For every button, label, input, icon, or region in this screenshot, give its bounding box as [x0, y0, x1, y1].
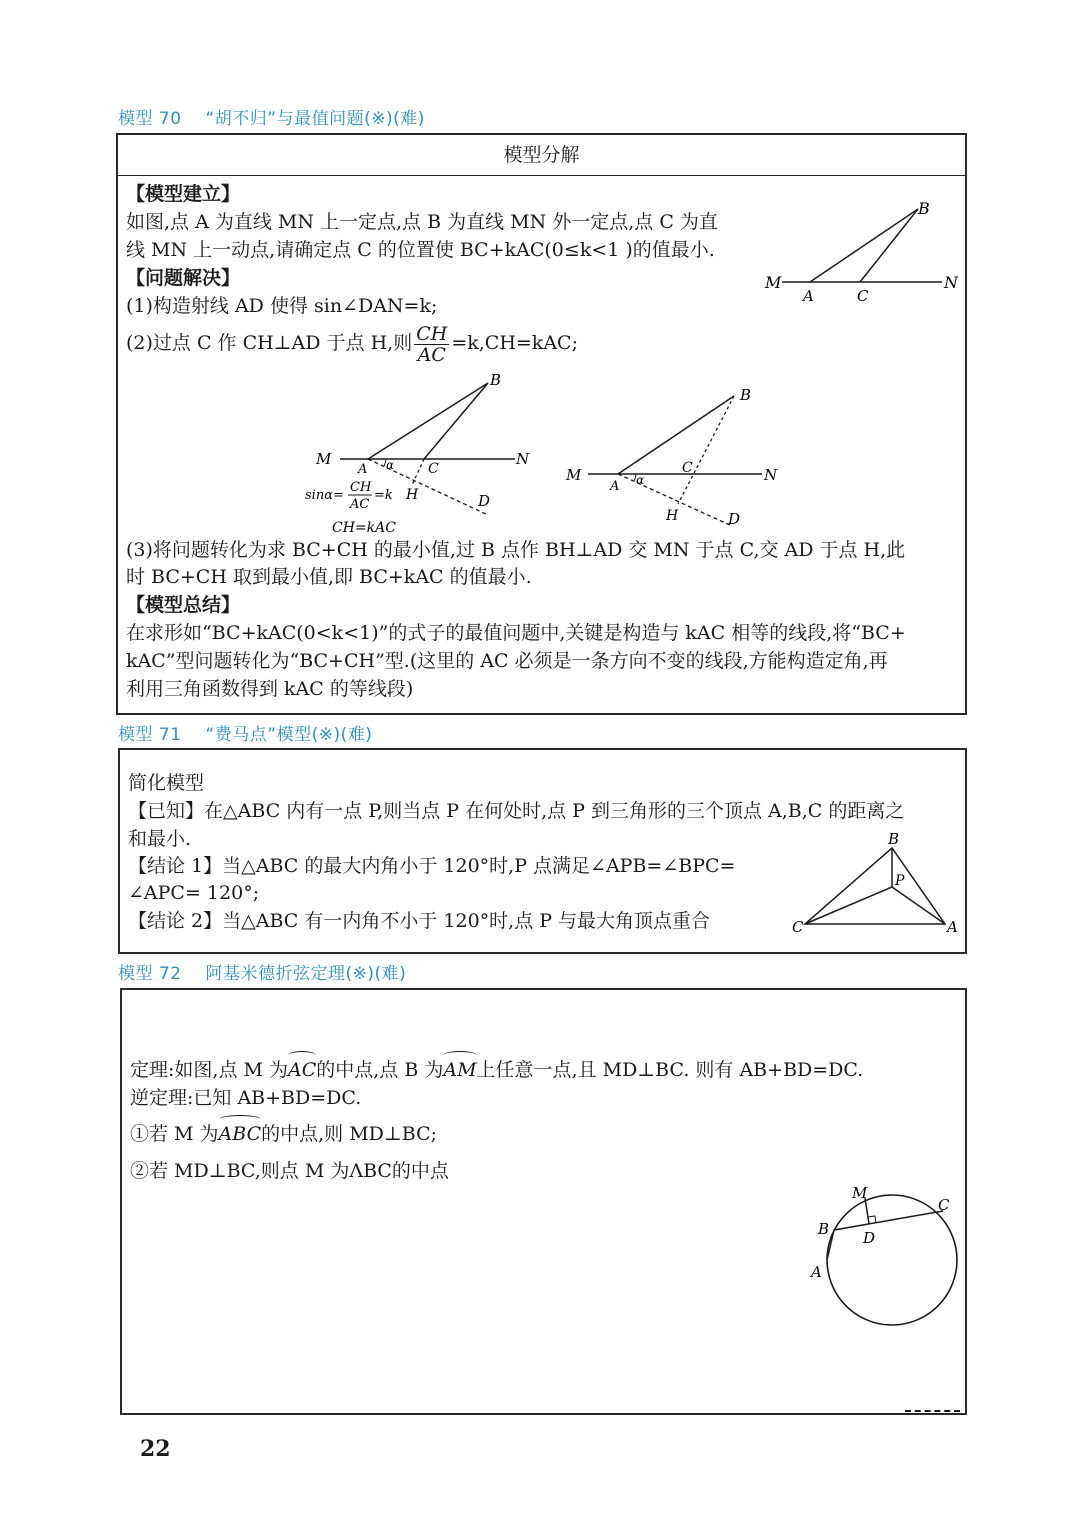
- fig2-label-c: C: [428, 461, 439, 477]
- page-number: 22: [140, 1436, 171, 1462]
- model70-box-title-row: [118, 135, 965, 176]
- model72-case2: ②若 MD⊥BC,则点 M 为ΛBC的中点: [130, 1160, 449, 1182]
- model70-step2-frac-bottom: AC: [417, 343, 446, 366]
- fig2-label-d: D: [478, 492, 491, 510]
- fig2-label-a: A: [358, 462, 368, 477]
- archimedes-label-d: D: [863, 1229, 876, 1247]
- model72-figure: [800, 1180, 965, 1335]
- model70-figure1: [760, 195, 960, 310]
- archimedes-label-a: A: [811, 1263, 822, 1281]
- fig1-label-n: N: [944, 273, 958, 292]
- fig3-label-d: D: [728, 510, 741, 528]
- model72-thm-b: 的中点,点 B 为: [316, 1059, 444, 1081]
- model70-number: 模型 70: [118, 109, 182, 129]
- model72-header: [118, 959, 406, 984]
- archimedes-label-c: C: [938, 1196, 950, 1214]
- model70-step2-a: (2)过点 C 作 CH⊥AD 于点 H,则: [126, 332, 413, 354]
- fig1-label-b: B: [918, 199, 930, 218]
- model72-case1-arc: ABC: [219, 1120, 262, 1148]
- fig2-line-cb: [424, 383, 488, 459]
- archimedes-label-m: M: [852, 1184, 868, 1202]
- model71-c1-line1: 【结论 1】当△ABC 的最大内角小于 120°时,P 点满足∠APB=∠BPC=: [128, 855, 736, 877]
- fig2-sin-prefix: sinα=: [305, 488, 344, 503]
- model72-case1: [130, 1120, 437, 1148]
- model71-number: 模型 71: [118, 725, 182, 745]
- fig3-label-c: C: [682, 460, 693, 476]
- fig2-label-b: B: [490, 371, 502, 389]
- model71-c1-line2: ∠APC= 120°;: [128, 882, 260, 904]
- fermat-line-pa: [892, 887, 945, 924]
- fig3-line-ab: [618, 396, 734, 474]
- fig2-ch-eq: CH=kAC: [332, 520, 396, 536]
- model70-step2-fraction: [414, 324, 449, 365]
- model70-sum-line3: 利用三角函数得到 kAC 的等线段): [126, 678, 414, 700]
- model71-known-line1: 【已知】在△ABC 内有一点 P,则当点 P 在何处时,点 P 到三角形的三个顶点 A,B,C 的距离之: [128, 800, 905, 822]
- model72-theorem: [130, 1056, 863, 1084]
- model70-title: “胡不归”与最值问题(※)(难): [205, 109, 425, 129]
- fig1-label-c: C: [857, 287, 869, 305]
- fermat-label-p: P: [895, 873, 905, 889]
- model72-thm-c: 上任意一点,且 MD⊥BC. 则有 AB+BD=DC.: [476, 1059, 864, 1081]
- fermat-label-a: A: [947, 918, 958, 936]
- model70-step2-frac-top: CH: [416, 322, 448, 345]
- model72-case1-b: 的中点,则 MD⊥BC;: [261, 1123, 438, 1145]
- model70-header: [118, 104, 425, 129]
- model70-step3-line1: (3)将问题转化为求 BC+CH 的最小值,过 B 点作 BH⊥AD 交 MN 于点 C,交 AD 于点 H,此: [126, 539, 906, 561]
- fig3-line-bh: [678, 396, 734, 504]
- model70-figure2: [300, 365, 550, 540]
- fermat-line-pc: [805, 887, 892, 924]
- fig1-line-cb: [860, 209, 918, 282]
- model72-thm-a: 定理:如图,点 M 为: [130, 1059, 288, 1081]
- model71-known-line2: 和最小.: [128, 828, 192, 850]
- fig2-sin-suffix: =k: [374, 488, 393, 503]
- fermat-label-c: C: [792, 918, 804, 936]
- model71-c2: 【结论 2】当△ABC 有一内角不小于 120°时,点 P 与最大角顶点重合: [128, 910, 711, 932]
- fig2-label-m: M: [316, 450, 332, 468]
- model70-step1: (1)构造射线 AD 使得 sin∠DAN=k;: [126, 295, 438, 317]
- archimedes-circle: [827, 1195, 957, 1325]
- fig3-label-m: M: [566, 466, 582, 484]
- model71-header: [118, 720, 372, 745]
- fig2-line-ch: [412, 459, 424, 485]
- fig2-label-alpha: α: [386, 458, 395, 472]
- model70-figure3: [560, 380, 790, 530]
- model70-box-title: 模型分解: [503, 144, 580, 166]
- fig3-label-b: B: [740, 386, 752, 404]
- fig3-label-a: A: [610, 479, 620, 494]
- model70-sum-line2: kAC”型问题转化为“BC+CH”型.(这里的 AC 必须是一条方向不变的线段,方能构造定角,再: [126, 650, 888, 672]
- fig2-label-h: H: [406, 487, 419, 503]
- fig3-label-alpha: α: [636, 473, 645, 487]
- model72-thm-arc1: AC: [288, 1056, 316, 1084]
- page-edge-dashes: [905, 1410, 960, 1412]
- fig2-sin-top: CH: [350, 480, 372, 495]
- fig2-label-n: N: [516, 450, 530, 468]
- model71-sub: 简化模型: [128, 772, 205, 794]
- model72-thm-arc2: AM: [443, 1056, 476, 1084]
- model72-number: 模型 72: [118, 964, 182, 984]
- fig3-label-h: H: [666, 508, 679, 524]
- model70-step3-line2: 时 BC+CH 取到最小值,即 BC+kAC 的值最小.: [126, 566, 532, 588]
- model70-sec2-heading: 【问题解决】: [126, 267, 241, 289]
- fig3-label-n: N: [764, 466, 778, 484]
- fig2-sin-bottom: AC: [350, 497, 370, 512]
- fig2-line-ab: [368, 383, 488, 459]
- model70-step2: [126, 322, 578, 365]
- model71-figure: [785, 828, 960, 940]
- model70-sum-line1: 在求形如“BC+kAC(0<k<1)”的式子的最值问题中,关键是构造与 kAC 相等的线段,将“BC+: [126, 622, 906, 644]
- model72-title: 阿基米德折弦定理(※)(难): [205, 964, 407, 984]
- model70-sec3-heading: 【模型总结】: [126, 594, 241, 616]
- model72-case1-a: ①若 M 为: [130, 1123, 219, 1145]
- model70-p1-line2: 线 MN 上一动点,请确定点 C 的位置使 BC+kAC(0≤k<1 )的值最小.: [126, 239, 715, 261]
- model71-title: “费马点”模型(※)(难): [205, 725, 373, 745]
- fig1-label-a: A: [803, 287, 814, 305]
- fermat-triangle: [805, 848, 945, 924]
- model72-inverse: 逆定理:已知 AB+BD=DC.: [130, 1087, 362, 1109]
- fig1-line-ab: [810, 209, 918, 282]
- archimedes-chord-bc: [834, 1211, 943, 1230]
- fig1-label-m: M: [765, 273, 782, 292]
- archimedes-label-b: B: [818, 1220, 830, 1238]
- model70-p1-line1: 如图,点 A 为直线 MN 上一定点,点 B 为直线 MN 外一定点,点 C 为直: [126, 211, 718, 233]
- fermat-label-b: B: [888, 830, 900, 848]
- model70-sec1-heading: 【模型建立】: [126, 183, 241, 205]
- model70-step2-b: =k,CH=kAC;: [451, 332, 578, 354]
